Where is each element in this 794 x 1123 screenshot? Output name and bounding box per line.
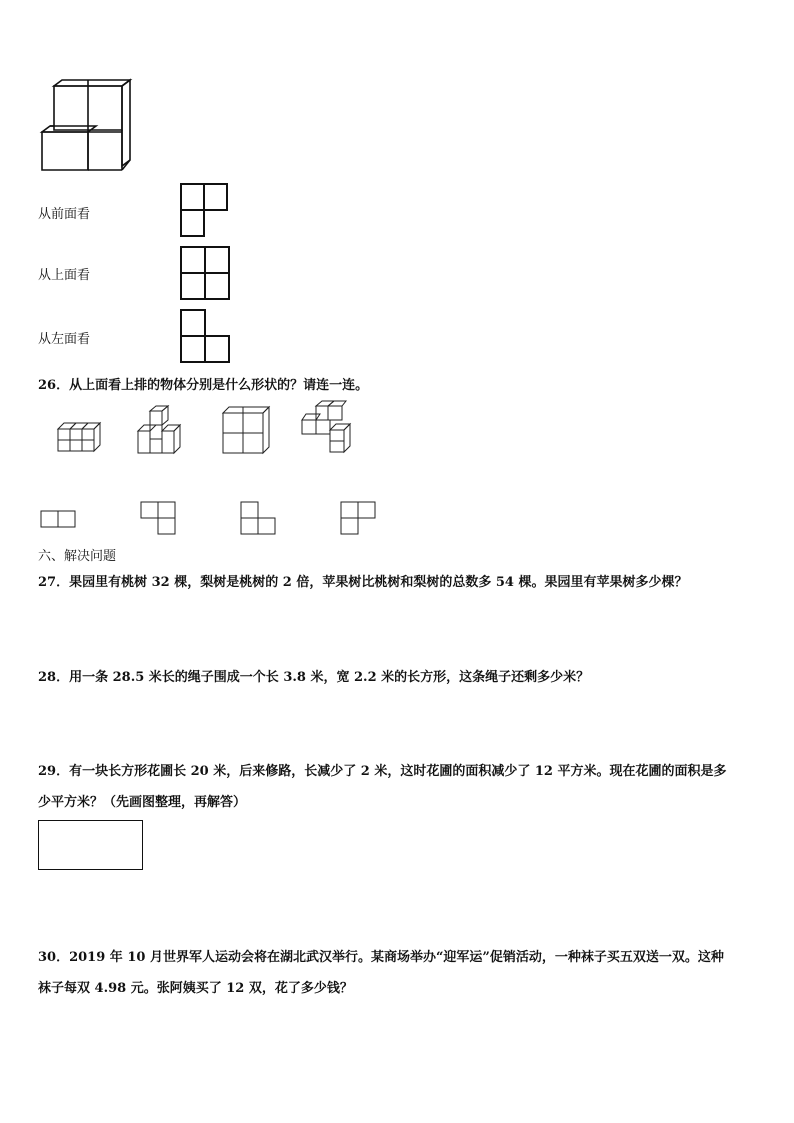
question-28: 28．用一条 28.5 米长的绳子围成一个长 3.8 米，宽 2.2 米的长方形，这条绳子还剩多少米？ (38, 670, 590, 685)
view-2d-3 (240, 501, 278, 537)
question-27: 27．果园里有桃树 32 棵，梨树是桃树的 2 倍，苹果树比桃树和梨树的总数多 54 棵。果园里有苹果树多少棵？ (38, 575, 688, 590)
view-left-label: 从左面看 (38, 332, 91, 347)
view-front-grid (180, 183, 230, 239)
view-top-grid (180, 246, 232, 302)
view-left-grid (180, 309, 232, 365)
cube-figure (36, 80, 136, 175)
drawing-box (38, 820, 143, 870)
shape-3d-3 (221, 405, 271, 455)
section-heading: 六、解决问题 (38, 549, 117, 564)
question-29-line2: 少平方米？（先画图整理，再解答） (38, 795, 247, 810)
question-26: 26．从上面看上排的物体分别是什么形状的？请连一连。 (38, 378, 369, 393)
shape-3d-4 (300, 400, 356, 456)
view-2d-2 (140, 501, 178, 537)
view-2d-1 (40, 510, 78, 530)
view-top-label: 从上面看 (38, 268, 91, 283)
shape-3d-2 (136, 405, 190, 455)
shape-3d-1 (56, 415, 104, 453)
question-29-line1: 29．有一块长方形花圃长 20 米，后来修路，长减少了 2 米，这时花圃的面积减少了 12 平方米。现在花圃的面积是多 (38, 764, 727, 779)
view-front-label: 从前面看 (38, 207, 91, 222)
question-30-line1: 30．2019 年 10 月世界军人运动会将在湖北武汉举行。某商场举办“迎军运”促销活动，一种袜子买五双送一双。这种 (38, 950, 724, 965)
view-2d-4 (340, 501, 378, 537)
question-30-line2: 袜子每双 4.98 元。张阿姨买了 12 双，花了多少钱？ (38, 981, 353, 996)
